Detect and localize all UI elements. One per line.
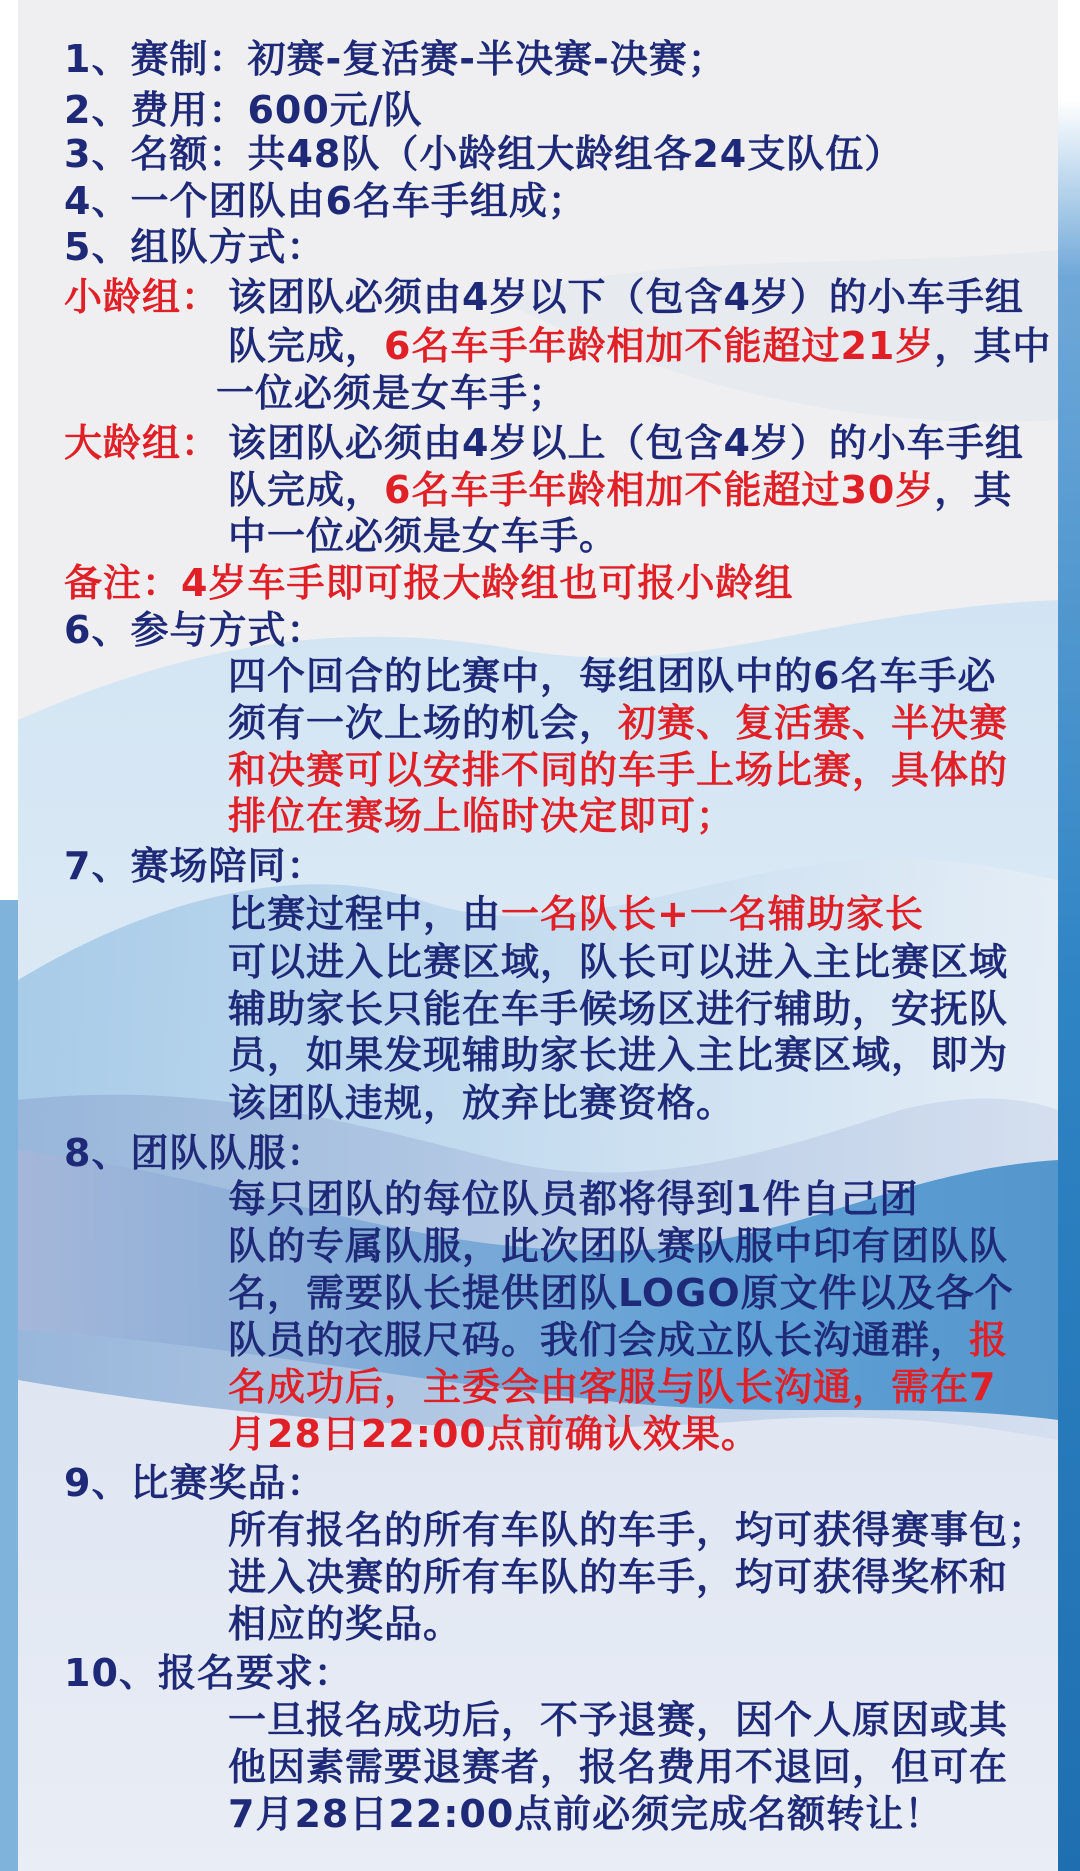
rule-10-line-2: 他因素需要退赛者，报名费用不退回，但可在: [228, 1745, 1009, 1789]
senior-group-line-1: 该团队必须由4岁以上（包含4岁）的小车手组: [228, 421, 1024, 465]
junior-group-label: 小龄组：: [64, 275, 221, 319]
age-note: 备注：4岁车手即可报大龄组也可报小龄组: [64, 561, 794, 605]
text-segment: 队完成，: [228, 324, 385, 368]
text-segment: 须有一次上场的机会，: [228, 701, 619, 745]
rule-9-line-3: 相应的奖品。: [228, 1602, 463, 1646]
rule-10-line-1: 一旦报名成功后，不予退赛，因个人原因或其: [228, 1698, 1009, 1742]
rule-8-heading: 8、团队队服：: [64, 1131, 326, 1175]
text-segment: 报: [969, 1318, 1009, 1362]
rule-1-format: 1、赛制：初赛-复活赛-半决赛-决赛；: [64, 37, 727, 81]
rule-8-line-6: 月28日22:00点前确认效果。: [228, 1412, 760, 1456]
rule-3-quota: 3、名额：共48队（小龄组大龄组各24支队伍）: [64, 132, 904, 176]
rule-9-line-2: 进入决赛的所有车队的车手，均可获得奖杯和: [228, 1555, 1009, 1599]
text-segment: ，其中: [934, 324, 1052, 368]
senior-group-line-2: [228, 467, 1012, 513]
rule-6-heading: 6、参与方式：: [64, 608, 326, 652]
rule-2-fee: 2、费用：600元/队: [64, 88, 423, 132]
junior-group-line-1: 该团队必须由4岁以下（包含4岁）的小车手组: [228, 275, 1024, 319]
rule-7-line-4: 员，如果发现辅助家长进入主比赛区域，即为: [228, 1033, 1009, 1077]
rule-7-heading: 7、赛场陪同：: [64, 844, 326, 888]
junior-age-limit: 6名车手年龄相加不能超过21岁: [384, 324, 935, 368]
rule-7-line-2: 可以进入比赛区域，队长可以进入主比赛区域: [228, 940, 1009, 984]
rule-8-line-1: 每只团队的每位队员都将得到1件自己团: [228, 1177, 919, 1221]
rule-4-team-size: 4、一个团队由6名车手组成；: [64, 179, 587, 223]
junior-group-line-2: [228, 323, 1051, 369]
rule-10-heading: 10、报名要求：: [64, 1651, 353, 1695]
senior-group-label: 大龄组：: [64, 421, 221, 465]
rule-6-line-2: [228, 700, 1008, 746]
rule-9-heading: 9、比赛奖品：: [64, 1461, 326, 1505]
rule-8-line-5: 名成功后，主委会由客服与队长沟通，需在7: [228, 1365, 997, 1409]
senior-age-limit: 6名车手年龄相加不能超过30岁: [384, 468, 935, 512]
rule-8-line-4: [228, 1317, 1008, 1363]
rule-9-line-1: 所有报名的所有车队的车手，均可获得赛事包；: [228, 1508, 1048, 1552]
rule-10-line-3: 7月28日22:00点前必须完成名额转让！: [228, 1792, 944, 1836]
text-segment: ，其: [934, 468, 1013, 512]
senior-group-line-3: 中一位必须是女车手。: [228, 514, 619, 558]
rule-6-line-4: 排位在赛场上临时决定即可；: [228, 794, 736, 838]
rule-7-line-1: [228, 891, 924, 937]
junior-group-line-3: 一位必须是女车手；: [216, 371, 568, 415]
rule-7-line-5: 该团队违规，放弃比赛资格。: [228, 1081, 736, 1125]
rule-6-line-1: 四个回合的比赛中，每组团队中的6名车手必: [228, 654, 997, 698]
rounds-highlight: 初赛、复活赛、半决赛: [618, 701, 1009, 745]
text-segment: 比赛过程中，由: [228, 892, 502, 936]
rule-8-line-2: 队的专属队服，此次团队赛队服中印有团队队: [228, 1224, 1009, 1268]
text-segment: 队完成，: [228, 468, 385, 512]
text-segment: 队员的衣服尺码。我们会成立队长沟通群，: [228, 1318, 970, 1362]
escort-highlight: 一名队长+一名辅助家长: [501, 892, 924, 936]
rule-7-line-3: 辅助家长只能在车手候场区进行辅助，安抚队: [228, 987, 1009, 1031]
rule-6-line-3: 和决赛可以安排不同的车手上场比赛，具体的: [228, 748, 1009, 792]
rule-5-heading: 5、组队方式：: [64, 225, 326, 269]
rule-8-line-3: 名，需要队长提供团队LOGO原文件以及各个: [228, 1271, 1014, 1315]
